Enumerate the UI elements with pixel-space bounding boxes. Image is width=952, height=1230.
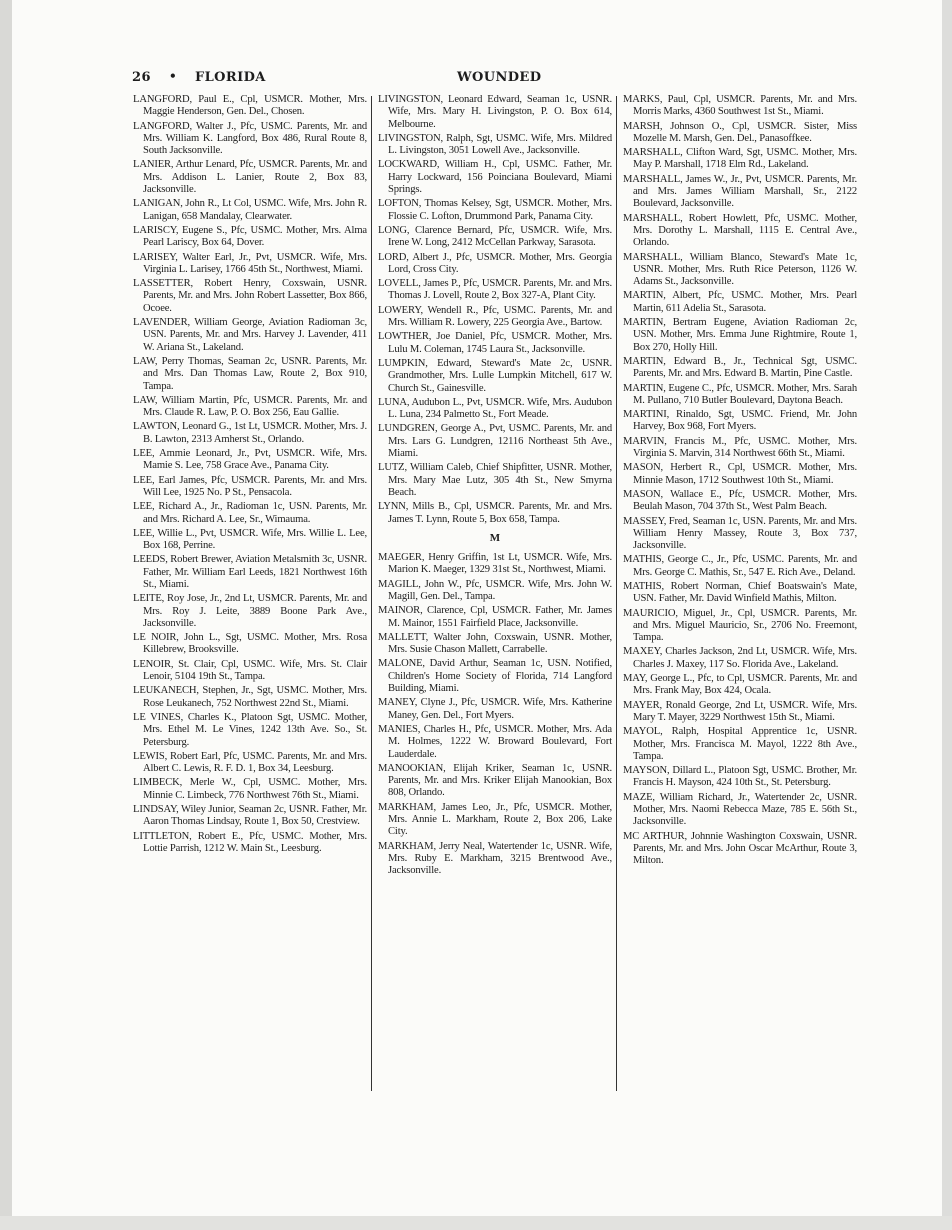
casualty-entry: MAGILL, John W., Pfc, USMCR. Wife, Mrs. John W. Magill, Gen. Del., Tampa. (378, 578, 612, 602)
casualty-entry: LUNA, Audubon L., Pvt, USMCR. Wife, Mrs. Audubon L. Luna, 234 Palmetto St., Fort Meade. (378, 396, 612, 421)
casualty-entry: LIVINGSTON, Leonard Edward, Seaman 1c, USNR. Wife, Mrs. Mary H. Livingston, P. O. Box 614, Melbourne. (378, 94, 612, 130)
casualty-entry: LAW, William Martin, Pfc, USMCR. Parents, Mr. and Mrs. Claude R. Law, P. O. Box 256, Eau Gallie. (133, 394, 367, 419)
casualty-entry: MAY, George L., Pfc, to Cpl, USMCR. Parents, Mr. and Mrs. Frank May, Box 424, Ocala. (623, 673, 857, 697)
casualty-entry: MASON, Herbert R., Cpl, USMCR. Mother, Mrs. Minnie Mason, 1712 Southwest 10th St., Miami. (623, 462, 857, 486)
casualty-entry: LOWTHER, Joe Daniel, Pfc, USMCR. Mother, Mrs. Lulu M. Coleman, 1745 Laura St., Jacksonville. (378, 331, 612, 355)
casualty-entry: LIMBECK, Merle W., Cpl, USMC. Mother, Mrs. Minnie C. Limbeck, 776 Northwest 76th St., Miami. (133, 777, 367, 801)
column-divider (616, 96, 617, 1091)
casualty-entry: LUTZ, William Caleb, Chief Shipfitter, USNR. Mother, Mrs. Mary Mae Lutz, 305 4th St., New Smyrna Beach. (378, 462, 612, 498)
casualty-entry: MATHIS, Robert Norman, Chief Boatswain's Mate, USN. Father, Mr. David Winfield Mathis, Milton. (623, 580, 857, 605)
casualty-entry: MAYER, Ronald George, 2nd Lt, USMCR. Wife, Mrs. Mary T. Mayer, 3229 Northwest 15th St., Miami. (623, 699, 857, 723)
casualty-entry: MASON, Wallace E., Pfc, USMCR. Mother, Mrs. Beulah Mason, 704 37th St., West Palm Beach. (623, 488, 857, 513)
casualty-entry: LANIER, Arthur Lenard, Pfc, USMCR. Parents, Mr. and Mrs. Addison L. Lanier, Route 2, Box 83, Jacksonville. (133, 159, 367, 196)
casualty-entry: MAURICIO, Miguel, Jr., Cpl, USMCR. Parents, Mr. and Mrs. Miguel Mauricio, Sr., 2706 No. Freemont, Tampa. (623, 607, 857, 644)
casualty-entry: LEE, Richard A., Jr., Radioman 1c, USN. Parents, Mr. and Mrs. Richard A. Lee, Sr., Wimauma. (133, 501, 367, 525)
casualty-entry: MARKHAM, James Leo, Jr., Pfc, USMCR. Mother, Mrs. Annie L. Markham, Route 2, Box 206, Lake City. (378, 801, 612, 838)
casualty-entry: MANEY, Clyne J., Pfc, USMCR. Wife, Mrs. Katherine Maney, Gen. Del., Fort Myers. (378, 697, 612, 721)
casualty-entry: LITTLETON, Robert E., Pfc, USMC. Mother, Mrs. Lottie Parrish, 1212 W. Main St., Leesburg. (133, 830, 367, 854)
casualty-entry: MALONE, David Arthur, Seaman 1c, USN. Notified, Children's Home Society of Florida, 714 Langford Building, Miami. (378, 658, 612, 695)
casualty-entry: LANGFORD, Paul E., Cpl, USMCR. Mother, Mrs. Maggie Henderson, Gen. Del., Chosen. (133, 94, 367, 118)
casualty-entry: MARKHAM, Jerry Neal, Watertender 1c, USNR. Wife, Mrs. Ruby E. Markham, 3215 Brentwood Ave., Jacksonville. (378, 840, 612, 877)
casualty-entry: MARVIN, Francis M., Pfc, USMC. Mother, Mrs. Virginia S. Marvin, 314 Northwest 66th St., Miami. (623, 435, 857, 460)
casualty-entry: LE NOIR, John L., Sgt, USMC. Mother, Mrs. Rosa Killebrew, Brooksville. (133, 632, 367, 656)
casualty-entry: LUMPKIN, Edward, Steward's Mate 2c, USNR. Grandmother, Mrs. Lulle Lumpkin Mitchell, 617 W. Church St., Gainesville. (378, 357, 612, 394)
casualty-entry: MARSHALL, Robert Howlett, Pfc, USMC. Mother, Mrs. Dorothy L. Marshall, 1115 E. Central Ave., Orlando. (623, 212, 857, 249)
casualty-entry: LORD, Albert J., Pfc, USMCR. Mother, Mrs. Georgia Lord, Cross City. (378, 251, 612, 275)
casualty-entry: MARSHALL, James W., Jr., Pvt, USMCR. Parents, Mr. and Mrs. James William Marshall, Sr., 2122 Boulevard, Jacksonville. (623, 173, 857, 210)
casualty-entry: MAZE, William Richard, Jr., Watertender 2c, USNR. Mother, Mrs. Naomi Rebecca Maze, 785 E. 56th St., Jacksonville. (623, 791, 857, 828)
casualty-entry: LAW, Perry Thomas, Seaman 2c, USNR. Parents, Mr. and Mrs. Dan Thomas Law, Route 2, Box 910, Tampa. (133, 355, 367, 392)
casualty-entry: MANIES, Charles H., Pfc, USMCR. Mother, Mrs. Ada M. Holmes, 1222 W. Broward Boulevard, Fort Lauderdale. (378, 723, 612, 760)
casualty-entry: MAYOL, Ralph, Hospital Apprentice 1c, USNR. Mother, Mrs. Francisca M. Mayol, 1222 8th Ave., Tampa. (623, 726, 857, 762)
casualty-entry: MARSHALL, Clifton Ward, Sgt, USMC. Mother, Mrs. May P. Marshall, 1718 Elm Rd., Lakeland. (623, 147, 857, 171)
casualty-entry: LEITE, Roy Jose, Jr., 2nd Lt, USMCR. Parents, Mr. and Mrs. Roy J. Leite, 3889 Boone Park Ave., Jacksonville. (133, 593, 367, 629)
page-number: 26 (132, 70, 151, 85)
casualty-entry: LENOIR, St. Clair, Cpl, USMC. Wife, Mrs. St. Clair Lenoir, 5104 19th St., Tampa. (133, 658, 367, 683)
casualty-entry: MARSHALL, William Blanco, Steward's Mate 1c, USNR. Mother, Mrs. Ruth Rice Peterson, 1126 W. Adams St., Jacksonville. (623, 251, 857, 288)
casualty-entry: MARTIN, Albert, Pfc, USMC. Mother, Mrs. Pearl Martin, 611 Adelia St., Sarasota. (623, 290, 857, 314)
casualty-entry: MAXEY, Charles Jackson, 2nd Lt, USMCR. Wife, Mrs. Charles J. Maxey, 117 So. Florida Ave., Lakeland. (623, 646, 857, 670)
casualty-entry: LEE, Ammie Leonard, Jr., Pvt, USMCR. Wife, Mrs. Mamie S. Lee, 758 Grace Ave., Panama City. (133, 448, 367, 472)
casualty-entry: MARTIN, Eugene C., Pfc, USMCR. Mother, Mrs. Sarah M. Pullano, 710 Butler Boulevard, Daytona Beach. (623, 382, 857, 406)
casualty-entry: LAWTON, Leonard G., 1st Lt, USMCR. Mother, Mrs. J. B. Lawton, 2313 Amherst St., Orlando. (133, 421, 367, 445)
casualty-entry: LANIGAN, John R., Lt Col, USMC. Wife, Mrs. John R. Lanigan, 658 Mandalay, Clearwater. (133, 198, 367, 222)
casualty-entry: LAVENDER, William George, Aviation Radioman 3c, USN. Parents, Mr. and Mrs. Harvey J. Lavender, 411 W. Ariana St., Lakeland. (133, 317, 367, 353)
casualty-entry: LEWIS, Robert Earl, Pfc, USMC. Parents, Mr. and Mrs. Albert C. Lewis, R. F. D. 1, Box 34, Leesburg. (133, 750, 367, 775)
casualty-entry: LASSETTER, Robert Henry, Coxswain, USNR. Parents, Mr. and Mrs. John Robert Lassetter, Box 866, Ocoee. (133, 278, 367, 314)
casualty-entry: MARSH, Johnson O., Cpl, USMCR. Sister, Miss Mozelle M. Marsh, Gen. Del., Panasoffkee. (623, 120, 857, 144)
casualty-entry: MATHIS, George C., Jr., Pfc, USMC. Parents, Mr. and Mrs. George C. Mathis, Sr., 547 E. Rich Ave., Deland. (623, 554, 857, 578)
casualty-entry: LYNN, Mills B., Cpl, USMCR. Parents, Mr. and Mrs. James T. Lynn, Route 5, Box 658, Tampa. (378, 501, 612, 525)
casualty-entry: LEE, Earl James, Pfc, USMCR. Parents, Mr. and Mrs. Will Lee, 1925 No. P St., Pensacola. (133, 474, 367, 498)
casualty-entry: MALLETT, Walter John, Coxswain, USNR. Mother, Mrs. Susie Chason Mallett, Carrabelle. (378, 631, 612, 656)
casualty-entry: MAYSON, Dillard L., Platoon Sgt, USMC. Brother, Mr. Francis H. Mayson, 424 10th St., St. Petersburg. (623, 765, 857, 789)
casualty-entry: MASSEY, Fred, Seaman 1c, USN. Parents, Mr. and Mrs. William Henry Massey, Route 3, Box 737, Jacksonville. (623, 515, 857, 552)
header-bullet: • (169, 69, 178, 83)
section-title: WOUNDED (457, 70, 542, 85)
casualty-entry: MARKS, Paul, Cpl, USMCR. Parents, Mr. and Mrs. Morris Marks, 4360 Southwest 1st St., Miami. (623, 94, 857, 118)
casualty-entry: LEE, Willie L., Pvt, USMCR. Wife, Mrs. Willie L. Lee, Box 168, Perrine. (133, 527, 367, 552)
casualty-entry: LINDSAY, Wiley Junior, Seaman 2c, USNR. Father, Mr. Aaron Thomas Lindsay, Route 1, Box 50, Crestview. (133, 804, 367, 828)
casualty-entry: MAINOR, Clarence, Cpl, USMCR. Father, Mr. James M. Mainor, 1551 Fairfield Place, Jacksonville. (378, 605, 612, 629)
casualty-entry: MC ARTHUR, Johnnie Washington Coxswain, USNR. Parents, Mr. and Mrs. John Oscar McArthur, Route 3, Milton. (623, 830, 857, 867)
casualty-entry: LIVINGSTON, Ralph, Sgt, USMC. Wife, Mrs. Mildred L. Livingston, 3051 Lowell Ave., Jacksonville. (378, 132, 612, 157)
casualty-entry: LEEDS, Robert Brewer, Aviation Metalsmith 3c, USNR. Father, Mr. William Earl Leeds, 1821 Northwest 16th St., Miami. (133, 554, 367, 590)
casualty-entry: MARTIN, Bertram Eugene, Aviation Radioman 2c, USN. Mother, Mrs. Emma June Rightmire, Route 1, Box 270, Holly Hill. (623, 317, 857, 353)
casualty-entry: LOCKWARD, William H., Cpl, USMC. Father, Mr. Harry Lockward, 156 Poinciana Boulevard, Miami Springs. (378, 159, 612, 196)
casualty-entry: MANOOKIAN, Elijah Kriker, Seaman 1c, USNR. Parents, Mr. and Mrs. Kriker Elijah Manookian, Box 808, Orlando. (378, 762, 612, 799)
casualty-entry: LARISCY, Eugene S., Pfc, USMC. Mother, Mrs. Alma Pearl Lariscy, Box 64, Dover. (133, 224, 367, 249)
casualty-entry: LEUKANECH, Stephen, Jr., Sgt, USMC. Mother, Mrs. Rose Leukanech, 752 Northwest 22nd St., Miami. (133, 685, 367, 709)
scan-border-left (0, 0, 12, 1230)
alphabet-section-heading: M (489, 531, 501, 544)
column-3 (623, 94, 857, 870)
casualty-entry: LONG, Clarence Bernard, Pfc, USMCR. Wife, Mrs. Irene W. Long, 2412 McCellan Parkway, Sarasota. (378, 224, 612, 249)
column-divider (371, 96, 372, 1091)
casualty-entry: LE VINES, Charles K., Platoon Sgt, USMC. Mother, Mrs. Ethel M. Le Vines, 1242 13th Ave. So., St. Petersburg. (133, 711, 367, 748)
casualty-entry: MAEGER, Henry Griffin, 1st Lt, USMCR. Wife, Mrs. Marion K. Maeger, 1329 31st St., Northwest, Miami. (378, 552, 612, 576)
scan-border-right (942, 0, 952, 1230)
scan-border-bottom (0, 1216, 952, 1230)
casualty-entry: LUNDGREN, George A., Pvt, USMC. Parents, Mr. and Mrs. Lars G. Lundgren, 12116 Northeast 5th Ave., Miami. (378, 423, 612, 460)
column-1 (133, 94, 367, 857)
page-header (132, 68, 862, 88)
casualty-entry: MARTIN, Edward B., Jr., Technical Sgt, USMC. Parents, Mr. and Mrs. Edward B. Martin, Pine Castle. (623, 355, 857, 380)
casualty-entry: LOWERY, Wendell R., Pfc, USMC. Parents, Mr. and Mrs. William R. Lowery, 225 Georgia Ave., Bartow. (378, 304, 612, 329)
casualty-entry: LARISEY, Walter Earl, Jr., Pvt, USMCR. Wife, Mrs. Virginia L. Larisey, 1766 45th St., Northwest, Miami. (133, 251, 367, 275)
casualty-entry: LANGFORD, Walter J., Pfc, USMC. Parents, Mr. and Mrs. William K. Langford, Box 486, Rural Route 8, South Jacksonville. (133, 120, 367, 157)
casualty-entry: MARTINI, Rinaldo, Sgt, USMC. Friend, Mr. John Harvey, Box 968, Fort Myers. (623, 409, 857, 433)
casualty-entry: LOFTON, Thomas Kelsey, Sgt, USMCR. Mother, Mrs. Flossie C. Lofton, Drummond Park, Panama City. (378, 198, 612, 222)
state-name: FLORIDA (195, 70, 266, 85)
column-2 (378, 94, 612, 880)
casualty-entry: LOVELL, James P., Pfc, USMCR. Parents, Mr. and Mrs. Thomas J. Lovell, Route 2, Box 327-A, Plant City. (378, 278, 612, 302)
